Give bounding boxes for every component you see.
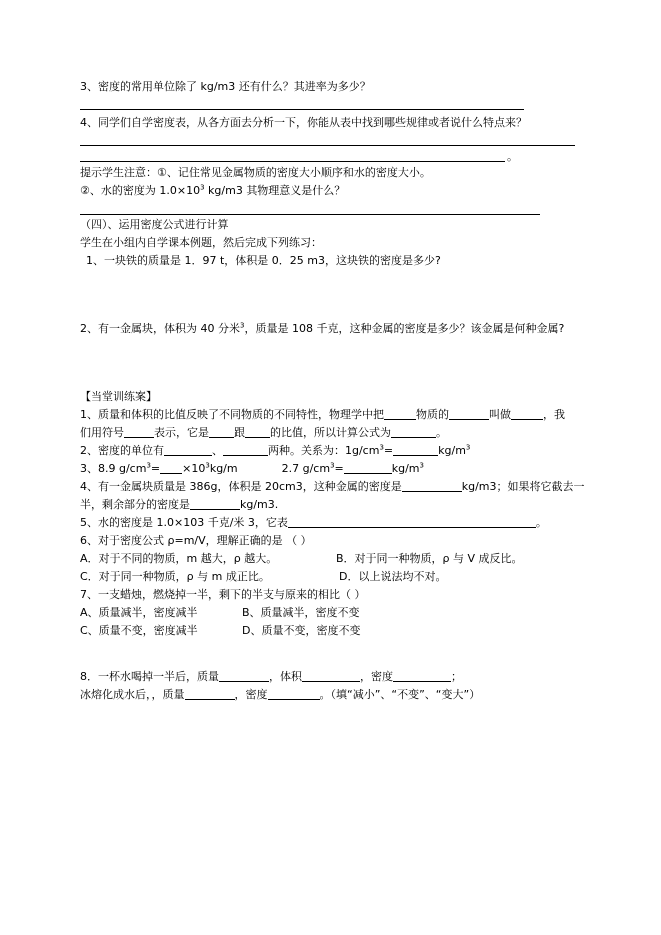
blank[interactable] <box>391 426 436 438</box>
blank[interactable] <box>393 444 438 456</box>
option-6d: D．以上说法均不对。 <box>339 570 447 583</box>
training-q4-line1: 4、有一金属块质量是 386g，体积是 20cm3，这种金属的密度是 kg/m3；如果将它截去一 <box>80 480 585 493</box>
blank[interactable] <box>511 408 543 420</box>
blank[interactable] <box>245 426 270 438</box>
answer-line <box>80 214 540 215</box>
option-7c: C、质量不变，密度减半 <box>80 624 198 637</box>
blank[interactable] <box>209 426 234 438</box>
answer-line <box>80 161 505 162</box>
training-title: 【当堂训练案】 <box>80 390 157 403</box>
blank[interactable] <box>402 480 462 492</box>
blank[interactable] <box>268 688 320 700</box>
question-4-end: 。 <box>507 150 518 163</box>
training-q1-line2: 们用符号 表示，它是 跟 的比值，所以计算公式为 。 <box>80 426 447 439</box>
option-6c: C．对于同一种物质，ρ 与 m 成正比。 <box>80 570 270 583</box>
training-q2: 2、密度的单位有 、 两种。关系为：$1g/cm^3= kg/m^3$ <box>80 443 471 457</box>
question-4: 4、同学们自学密度表，从各方面去分析一下，你能从表中找到哪些规律或者说什么特点来？ <box>80 116 527 129</box>
blank[interactable] <box>124 426 154 438</box>
option-7d: D、质量不变，密度不变 <box>242 624 361 637</box>
blank[interactable] <box>164 444 212 456</box>
blank[interactable] <box>219 670 269 682</box>
training-q7: 7、一支蜡烛，燃烧掉一半，剩下的半支与原来的相比（ ） <box>80 588 366 601</box>
training-q3: 3、8.9 $g/cm^3= \times 10^3kg/m$ 2.7 $g/cm^3= kg/m^3$ <box>80 461 424 475</box>
section-4-title: （四）、运用密度公式进行计算 <box>80 218 229 231</box>
section-4-intro: 学生在小组内自学课本例题，然后完成下列练习： <box>80 236 322 249</box>
training-q8-line2: 冰熔化成水后，，质量 ，密度 。（填“减小”、“不变”、“变大”） <box>80 688 481 701</box>
training-q1-line1: 1、质量和体积的比值反映了不同物质的不同特性，物理学中把 物质的 叫做 ，我 <box>80 408 565 421</box>
question-3: 3、密度的常用单位除了 kg/m3 还有什么？其进率为多少？ <box>80 80 371 93</box>
training-q4-line2: 半，剩余部分的密度是 kg/m3. <box>80 498 279 511</box>
blank[interactable] <box>185 688 235 700</box>
hint-line-2: ②、水的密度为 $1.0\times 10^3$ kg/m3 其物理意义是什么？ <box>80 183 346 197</box>
option-6a: A．对于不同的物质，m 越大，ρ 越大。 <box>80 552 278 565</box>
blank[interactable] <box>302 670 360 682</box>
exercise-1: 1、一块铁的质量是 1．97 t，体积是 0．25 m3，这块铁的密度是多少? <box>86 254 441 267</box>
exercise-2: 2、有一金属块，体积为 40 分米$^3$，质量是 108 千克，这种金属的密度是多少？该金属是何种金属? <box>80 321 565 335</box>
blank[interactable] <box>160 462 182 474</box>
training-q6: 6、对于密度公式 ρ=m/V，理解正确的是 （ ） <box>80 534 312 547</box>
answer-line <box>80 145 575 146</box>
option-6b: B．对于同一种物质，ρ 与 V 成反比。 <box>336 552 523 565</box>
blank[interactable] <box>344 462 392 474</box>
hint-line-1: 提示学生注意：①、记住常见金属物质的密度大小顺序和水的密度大小。 <box>80 166 431 179</box>
blank[interactable] <box>190 498 240 510</box>
blank[interactable] <box>449 408 489 420</box>
blank[interactable] <box>288 516 536 528</box>
answer-line <box>80 109 524 110</box>
blank[interactable] <box>223 444 268 456</box>
blank[interactable] <box>393 670 451 682</box>
training-q8-line1: 8．一杯水喝掉一半后，质量 ，体积 ，密度 ； <box>80 670 462 683</box>
option-7b: B、质量减半，密度不变 <box>242 606 360 619</box>
blank[interactable] <box>384 408 416 420</box>
option-7a: A、质量减半，密度减半 <box>80 606 198 619</box>
training-q5: 5、水的密度是 1.0×103 千克/米 3，它表 。 <box>80 516 547 529</box>
